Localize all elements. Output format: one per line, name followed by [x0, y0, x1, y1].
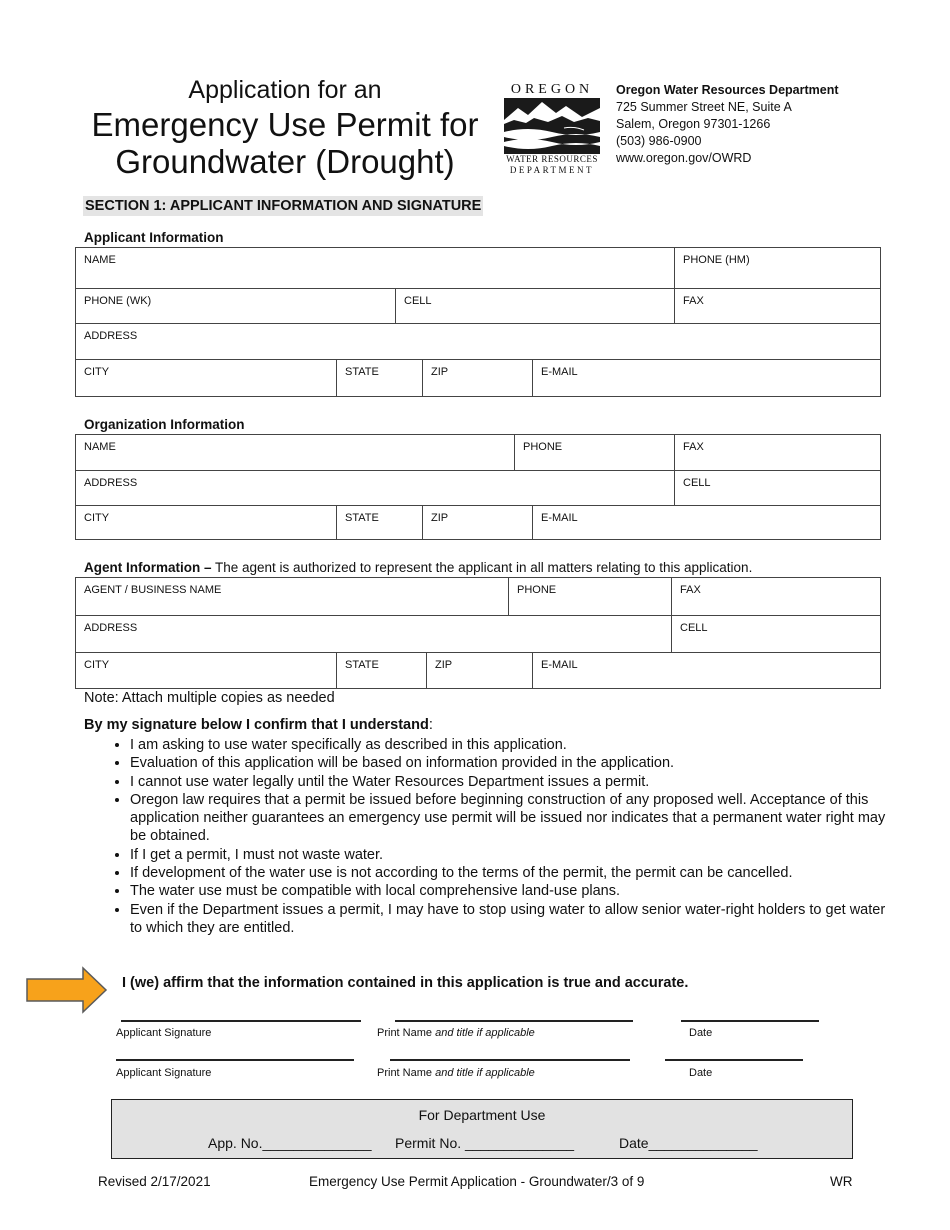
applicant-row-1	[76, 248, 880, 288]
agent-row-2	[76, 615, 880, 652]
field-label: ZIP	[431, 512, 449, 524]
title-line-3: Groundwater (Drought)	[115, 143, 455, 180]
applicant-address-field[interactable]	[76, 324, 880, 359]
understanding-list	[108, 736, 890, 937]
organization-name-field[interactable]	[76, 435, 514, 470]
list-item: • I cannot use water legally until the Water Resources Department issues a permit.	[130, 773, 890, 791]
organization-email-field[interactable]	[532, 506, 880, 539]
applicant-signature-line-1[interactable]	[121, 1020, 361, 1022]
applicant-name-field[interactable]	[76, 248, 674, 288]
print-name-label-1	[377, 1027, 535, 1039]
organization-zip-field[interactable]	[422, 506, 532, 539]
agent-info-title	[84, 560, 884, 575]
attach-copies-note: Note: Attach multiple copies as needed	[84, 690, 335, 706]
applicant-phone-hm-field[interactable]	[674, 248, 880, 288]
department-city: Salem, Oregon 97301-1266	[616, 117, 771, 131]
field-label: FAX	[683, 295, 704, 307]
agent-row-3	[76, 652, 880, 688]
form-title	[80, 74, 490, 180]
print-name-line-1[interactable]	[395, 1020, 633, 1022]
field-label: ADDRESS	[84, 330, 138, 342]
list-item: • The water use must be compatible with local comprehensive land-use plans.	[130, 882, 890, 900]
field-label: NAME	[84, 441, 116, 453]
field-label: STATE	[345, 659, 379, 671]
field-label: PHONE (WK)	[84, 295, 152, 307]
field-label: ADDRESS	[84, 622, 138, 634]
applicant-email-field[interactable]	[532, 360, 880, 396]
field-label: CITY	[84, 366, 110, 378]
field-label: ZIP	[431, 366, 449, 378]
list-item: • Evaluation of this application will be based on information provided in the application.	[130, 754, 890, 772]
title-line-1: Application for an	[188, 76, 382, 104]
applicant-phone-wk-field[interactable]	[76, 289, 395, 323]
footer-page-info: Emergency Use Permit Application - Groundwater/3 of 9	[309, 1174, 645, 1189]
organization-cell-field[interactable]	[674, 471, 880, 505]
field-label: CITY	[84, 659, 110, 671]
applicant-cell-field[interactable]	[395, 289, 674, 323]
organization-info-title: Organization Information	[84, 417, 245, 432]
print-name-italic: and title if applicable	[432, 1067, 535, 1079]
organization-state-field[interactable]	[336, 506, 422, 539]
department-use-title: For Department Use	[418, 1107, 546, 1123]
agent-city-field[interactable]	[76, 653, 336, 688]
field-label: ADDRESS	[84, 477, 138, 489]
field-label: PHONE	[523, 441, 563, 453]
date-line-1[interactable]	[681, 1020, 819, 1022]
date-label-2: Date	[689, 1067, 713, 1079]
applicant-info-table	[75, 247, 881, 397]
list-item: • If I get a permit, I must not waste water.	[130, 846, 890, 864]
list-item: • Even if the Department issues a permit, I may have to stop using water to allow senior water-right holders to get water to which they are entitled.	[130, 901, 890, 938]
field-label: PHONE	[517, 584, 557, 596]
agent-title-bold: Agent Information –	[84, 560, 212, 575]
right-arrow-icon	[26, 966, 108, 1014]
organization-city-field[interactable]	[76, 506, 336, 539]
applicant-state-field[interactable]	[336, 360, 422, 396]
list-item: • Oregon law requires that a permit be issued before beginning construction of any proposed well. Acceptance of this application neither guarantees an emergency use permit will be issued nor indicates that a permanent water right may be obtained.	[130, 791, 890, 846]
applicant-zip-field[interactable]	[422, 360, 532, 396]
agent-row-1	[76, 578, 880, 615]
print-name-text: Print Name	[377, 1067, 433, 1079]
oregon-water-resources-logo	[503, 82, 601, 176]
agent-address-field[interactable]	[76, 616, 671, 652]
organization-row-2	[76, 470, 880, 505]
field-label: FAX	[680, 584, 701, 596]
agent-state-field[interactable]	[336, 653, 426, 688]
app-number-field: App. No.______________	[208, 1135, 372, 1151]
agent-cell-field[interactable]	[671, 616, 880, 652]
field-label: E-MAIL	[541, 366, 578, 378]
field-label: CELL	[680, 622, 708, 634]
department-address	[616, 82, 839, 167]
field-label: E-MAIL	[541, 659, 578, 671]
applicant-row-3	[76, 323, 880, 359]
applicant-signature-label-1: Applicant Signature	[116, 1027, 212, 1039]
organization-row-3	[76, 505, 880, 539]
confirm-lead: By my signature below I confirm that I understand	[84, 717, 429, 733]
department-use-box	[111, 1099, 853, 1159]
confirm-colon: :	[428, 717, 433, 733]
logo-wordmark-bottom-1: WATER RESOURCES	[506, 154, 598, 164]
organization-phone-field[interactable]	[514, 435, 674, 470]
field-label: E-MAIL	[541, 512, 578, 524]
section-title: SECTION 1: APPLICANT INFORMATION AND SIGNATURE	[85, 198, 482, 214]
footer-code: WR	[830, 1174, 853, 1189]
agent-email-field[interactable]	[532, 653, 880, 688]
field-label: PHONE (HM)	[683, 254, 750, 266]
print-name-text: Print Name	[377, 1027, 433, 1039]
organization-row-1	[76, 435, 880, 470]
department-phone: (503) 986-0900	[616, 134, 702, 148]
date-label-1: Date	[689, 1027, 713, 1039]
agent-info-table	[75, 577, 881, 689]
list-item: • I am asking to use water specifically as described in this application.	[130, 736, 890, 754]
department-website: www.oregon.gov/OWRD	[616, 151, 752, 165]
field-label: CITY	[84, 512, 110, 524]
mountain-river-logo-icon	[504, 98, 600, 154]
applicant-row-2	[76, 288, 880, 323]
applicant-row-4	[76, 359, 880, 396]
agent-zip-field[interactable]	[426, 653, 532, 688]
department-name: Oregon Water Resources Department	[616, 83, 839, 97]
print-name-italic: and title if applicable	[432, 1027, 535, 1039]
field-label: ZIP	[435, 659, 453, 671]
organization-info-table	[75, 434, 881, 540]
agent-business-name-field[interactable]	[76, 578, 508, 615]
department-street: 725 Summer Street NE, Suite A	[616, 100, 792, 114]
agent-description: The agent is authorized to represent the applicant in all matters relating to this application.	[211, 560, 753, 575]
applicant-fax-field[interactable]	[674, 289, 880, 323]
permit-number-field: Permit No. ______________	[395, 1135, 575, 1151]
affirmation-statement: I (we) affirm that the information contained in this application is true and accurate.	[122, 975, 689, 991]
agent-fax-field[interactable]	[671, 578, 880, 615]
print-name-label-2	[377, 1067, 535, 1079]
organization-fax-field[interactable]	[674, 435, 880, 470]
field-label: AGENT / BUSINESS NAME	[84, 584, 222, 596]
logo-wordmark-bottom-2: DEPARTMENT	[509, 165, 595, 175]
field-label: CELL	[404, 295, 432, 307]
list-item: • If development of the water use is not according to the terms of the permit, the permit can be cancelled.	[130, 864, 890, 882]
organization-address-field[interactable]	[76, 471, 674, 505]
field-label: STATE	[345, 512, 379, 524]
logo-wordmark-top: OREGON	[510, 82, 594, 97]
agent-phone-field[interactable]	[508, 578, 671, 615]
date-line-2[interactable]	[665, 1059, 803, 1061]
title-line-2: Emergency Use Permit for	[91, 106, 479, 143]
applicant-city-field[interactable]	[76, 360, 336, 396]
applicant-signature-line-2[interactable]	[116, 1059, 354, 1061]
applicant-info-title: Applicant Information	[84, 230, 224, 245]
footer-revised: Revised 2/17/2021	[98, 1174, 211, 1189]
confirm-heading	[84, 717, 433, 733]
applicant-signature-label-2: Applicant Signature	[116, 1067, 212, 1079]
field-label: STATE	[345, 366, 379, 378]
department-date-field: Date______________	[619, 1135, 758, 1151]
print-name-line-2[interactable]	[390, 1059, 630, 1061]
field-label: CELL	[683, 477, 711, 489]
field-label: NAME	[84, 254, 116, 266]
field-label: FAX	[683, 441, 704, 453]
